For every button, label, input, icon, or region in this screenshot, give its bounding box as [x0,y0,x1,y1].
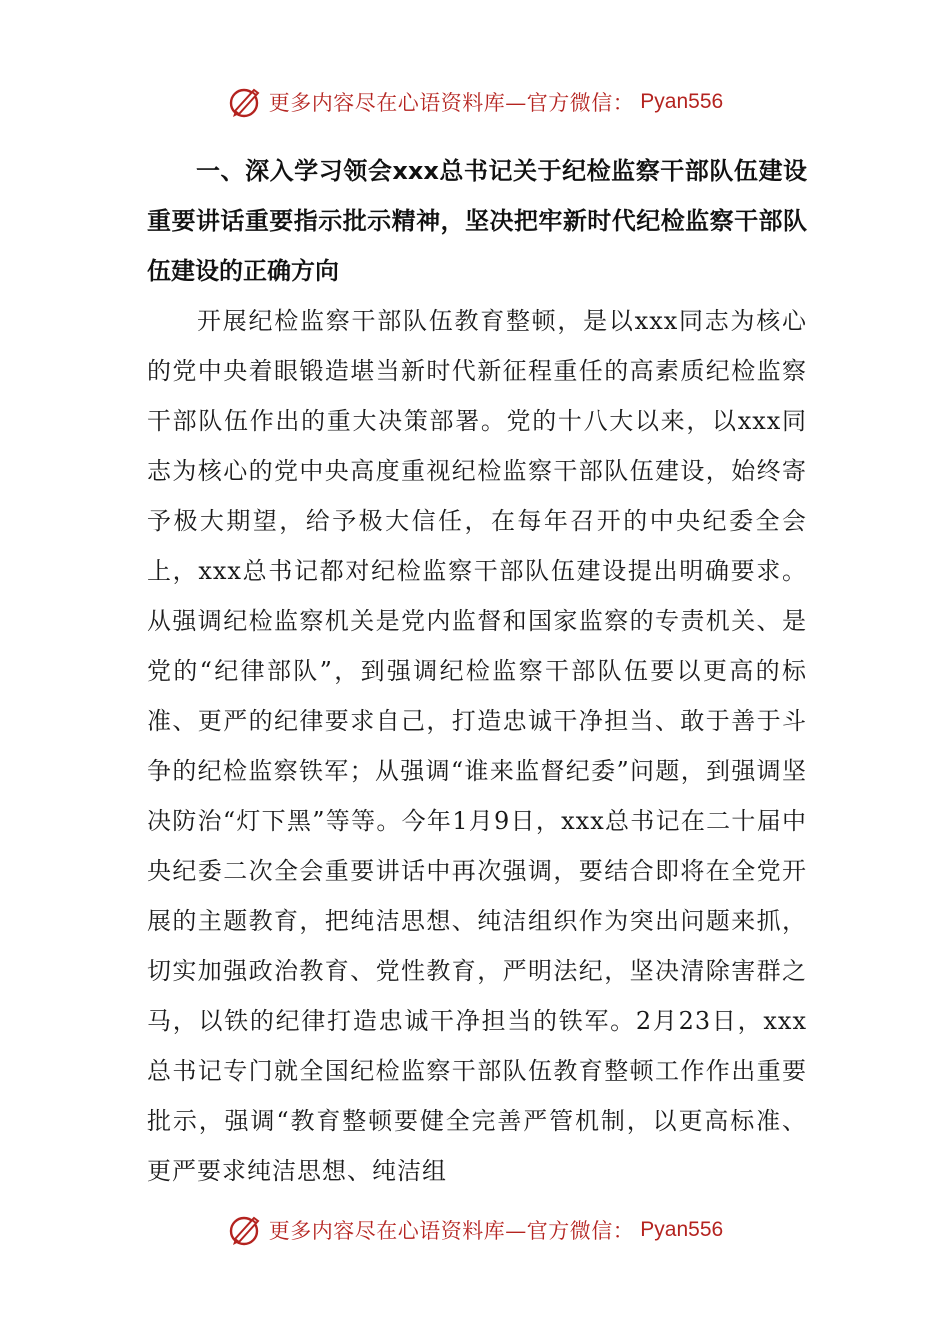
footer-banner [0,1208,950,1252]
banner-text: 更多内容尽在心语资料库—官方微信： [268,91,635,115]
body-paragraph: 开展纪检监察干部队伍教育整顿，是以xxx同志为核心的党中央着眼锻造堪当新时代新征程重任的高素质纪检监察干部队伍作出的重大决策部署。党的十八大以来，以xxx同志为核心的党中央高度重视纪检监察干部队伍建设，始终寄予极大期望，给予极大信任，在每年召开的中央纪委全会上，xxx总书记都对纪检监察干部队伍建设提出明确要求。从强调纪检监察机关是党内监督和国家监察的专责机关、是党的“纪律部队”，到强调纪检监察干部队伍要以更高的标准、更严的纪律要求自己，打造忠诚干净担当、敢于善于斗争的纪检监察铁军；从强调“谁来监督纪委”问题，到强调坚决防治“灯下黑”等等。今年1月9日，xxx总书记在二十届中央纪委二次全会重要讲话中再次强调，要结合即将在全党开展的主题教育，把纯洁思想、纯洁组织作为突出问题来抓，切实加强政治教育、党性教育，严明法纪，坚决清除害群之马，以铁的纪律打造忠诚干净担当的铁军。2月23日，xxx总书记专门就全国纪检监察干部队伍教育整顿工作作出重要批示，强调“教育整顿要健全完善严管机制，以更高标准、更严要求纯洁思想、纯洁组 [147,307,807,1185]
pen-circle-logo-icon [227,84,263,120]
pen-circle-logo-icon [227,1212,263,1248]
wechat-id: Pyan556 [640,90,724,113]
section-heading: 一、深入学习领会xxx总书记关于纪检监察干部队伍建设重要讲话重要指示批示精神，坚决把牢新时代纪检监察干部队伍建设的正确方向 [147,157,807,285]
header-banner [0,80,950,124]
banner-text: 更多内容尽在心语资料库—官方微信： [268,1219,635,1243]
wechat-id: Pyan556 [640,1218,724,1241]
document-body [147,146,807,1196]
